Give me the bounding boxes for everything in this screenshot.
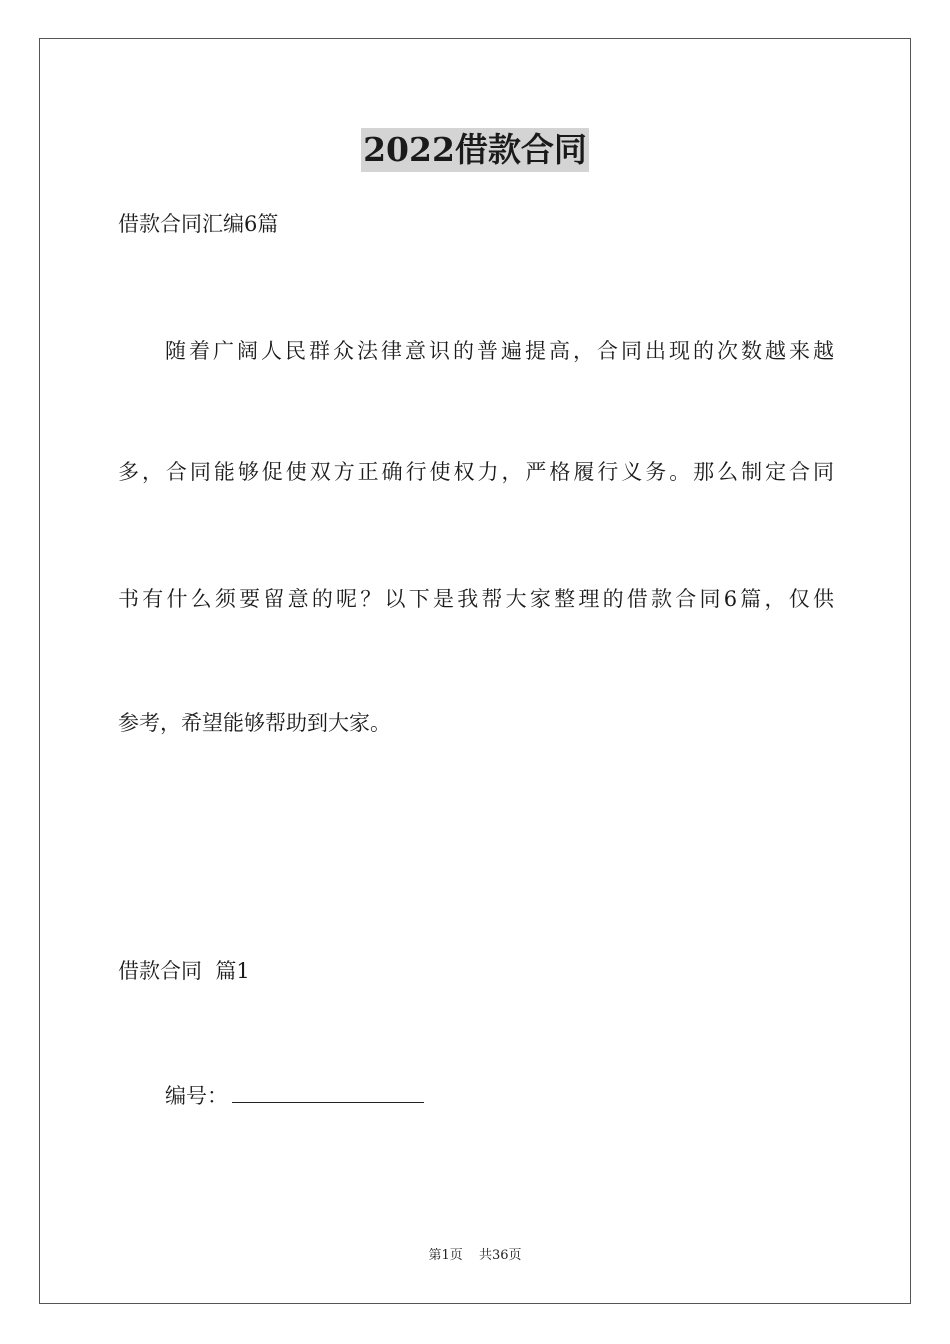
contract-number-label: 编号： (165, 1084, 228, 1108)
document-title-text: 2022借款合同 (361, 128, 589, 172)
page-footer (0, 1246, 950, 1266)
page-number: 第1页 (428, 1248, 463, 1263)
contract-number-row (165, 1081, 565, 1111)
document-subtitle: 借款合同汇编6篇 (118, 212, 279, 236)
intro-line-4: 参考，希望能够帮助到大家。 (118, 711, 391, 735)
intro-line-1: 随着广阔人民群众法律意识的普遍提高，合同出现的次数越来越 (165, 339, 834, 363)
page-total: 共36页 (478, 1248, 522, 1263)
intro-line-2: 多，合同能够促使双方正确行使权力，严格履行义务。那么制定合同 (118, 460, 834, 484)
document-title (0, 126, 950, 174)
intro-line-3: 书有什么须要留意的呢？以下是我帮大家整理的借款合同6篇，仅供 (118, 587, 834, 611)
contract-number-blank[interactable] (232, 1084, 424, 1103)
section-heading: 借款合同 篇1 (118, 959, 250, 983)
